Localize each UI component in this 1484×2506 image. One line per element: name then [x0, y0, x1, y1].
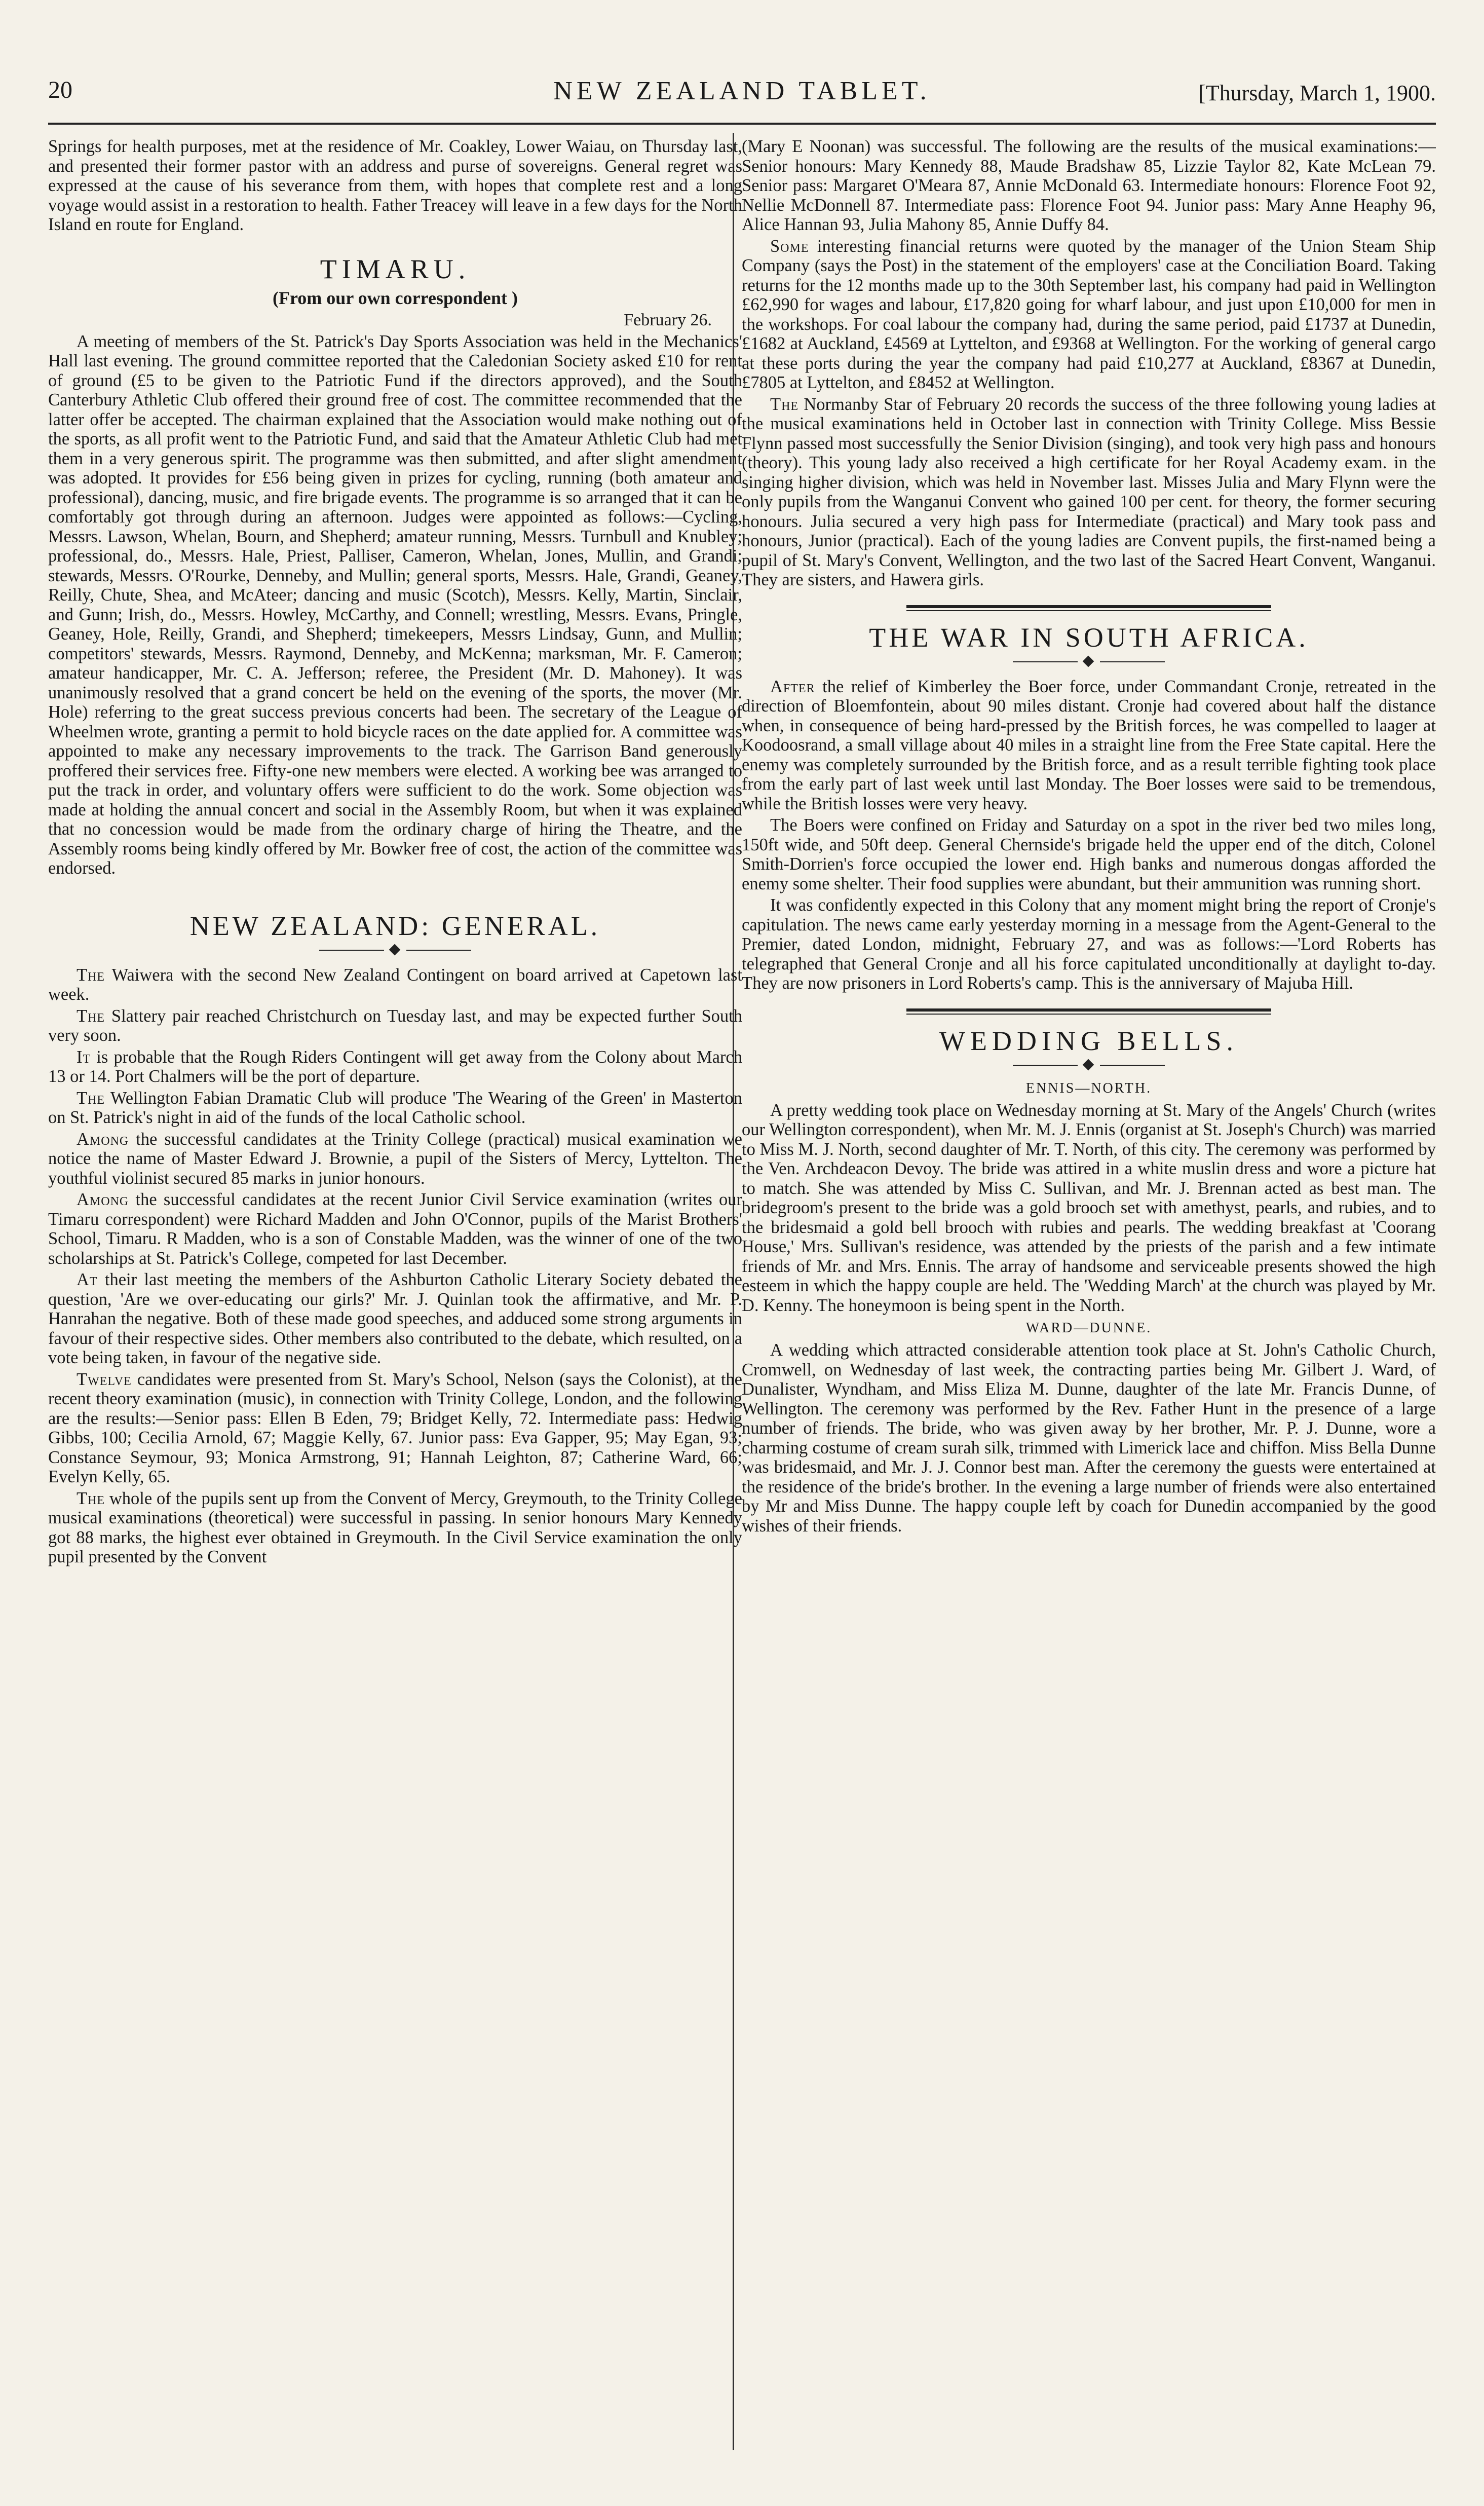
section-ornament [1013, 1059, 1165, 1071]
nz-general-paragraph: At their last meeting the members of the Ashburton Catholic Literary Society debated the question, 'Are we over-educating our girls?' Mr. J. Quinlan took the affirmative, and Mr. P. Hanrahan the negative. Both of these made good speeches, and adduced some strong arguments in favour of their respective sides. Other members also contributed to the debate, which resulted, on a vote being taken, in favour of the negative side. [48, 1270, 742, 1367]
section-ornament [319, 944, 471, 956]
wedding-subheading-ennis-north: ENNIS—NORTH. [1025, 1080, 1152, 1096]
nz-general-paragraph: The Wellington Fabian Dramatic Club will produce 'The Wearing of the Green' in Masterton on St. Patrick's night in aid of the funds of the local Catholic school. [48, 1088, 742, 1127]
section-double-rule [906, 605, 1271, 612]
masthead [48, 76, 1436, 117]
wedding-paragraph: A wedding which attracted considerable attention took place at St. John's Catholic Church, Cromwell, on Wednesday of last week, the contracting parties being Mr. Gilbert J. Ward, of Dunalister, Wyndham, and Miss Eliza M. Dunne, daughter of the late Mr. Francis Dunne, of Wellington. The ceremony was performed by the Rev. Father Hunt in the presence of a large number of friends. The bride, who was given away by her brother, Mr. P. J. Dunne, wore a charming costume of cream surah silk, trimmed with Limerick lace and chiffon. Miss Bella Dunne was bridesmaid, and Mr. J. J. Connor best man. After the ceremony the guests were entertained at the residence of the bride's brother. In the evening a large number of friends were also entertained by Mr and Miss Dunne. The happy couple left by coach for Dunedin accompanied by the good wishes of their friends. [742, 1340, 1436, 1536]
war-paragraph: After the relief of Kimberley the Boer force, under Commandant Cronje, retreated in the direction of Bloemfontein, about 90 miles distant. Cronje had covered about half the distance when, in consequence of being hard-pressed by the British forces, he was compelled to laager at Koodoosrand, a small village about 40 miles in a straight line from the Free State capital. Here the enemy was completely surrounded by the British force, and as a result terrible fighting took place from the early part of last week until last Monday. The Boer losses were said to be tremendous, while the British losses were very heavy. [742, 677, 1436, 813]
left-column [48, 137, 742, 2458]
right-column [742, 137, 1436, 2458]
war-paragraph: The Boers were confined on Friday and Saturday on a spot in the river bed two miles long, 150ft wide, and 50ft deep. General Chernside's brigade held the upper end of the ditch, Colonel Smith-Dorrien's force occupied the lower end. High banks and numerous dongas afforded the enemy some shelter. Their food supplies were abundant, but their ammunition was running short. [742, 815, 1436, 893]
timaru-subheading: (From our own correspondent ) [273, 287, 518, 308]
section-ornament [1013, 656, 1165, 668]
nz-general-paragraph: Among the successful candidates at the Trinity College (practical) musical examination we notice the name of Master Edward J. Brownie, a pupil of the Sisters of Mercy, Lyttelton. The youthful violinist secured 85 marks in junior honours. [48, 1129, 742, 1188]
timaru-heading: TIMARU. [320, 253, 471, 284]
continuation-paragraph: (Mary E Noonan) was successful. The following are the results of the musical examinations:—Senior honours: Mary Kennedy 88, Maude Bradshaw 85, Lizzie Taylor 82, Kate McLean 79. Senior pass: Margaret O'Meara 87, Annie McDonald 63. Intermediate honours: Florence Foot 92, Nellie McDonnell 87. Intermediate pass: Florence Foot 94. Junior pass: Mary Anne Heaphy 96, Alice Hannan 93, Julia Mahony 85, Annie Duffy 84. [742, 137, 1436, 234]
nz-general-paragraph: Among the successful candidates at the recent Junior Civil Service examination (writes our Timaru correspondent) were Richard Madden and John O'Connor, pupils of the Marist Brothers' School, Timaru. R Madden, who is a son of Constable Madden, was the winner of one of the two scholarships at St. Patrick's College, competed for last December. [48, 1190, 742, 1268]
normanby-star-paragraph: The Normanby Star of February 20 records the success of the three following young ladies at the musical examinations held in October last in connection with Trinity College. Miss Bessie Flynn passed most successfully the Senior Division (singing), and took very high pass and honours (theory). This young lady also received a high certificate for her Royal Academy exam. in the singing higher division, which was held in November last. Misses Julia and Mary Flynn were the only pupils from the Wanganui Convent who gained 100 per cent. for theory, the former securing honours. Julia secured a very high pass for Intermediate (practical) and Mary took pass and honours, Junior (practical). Each of the young ladies are Convent pupils, the first-named being a pupil of St. Mary's Convent, Wellington, and the two last of the Sacred Heart Convent, Wanganui. They are sisters, and Hawera girls. [742, 394, 1436, 589]
nz-general-paragraph: The Slattery pair reached Christchurch on Tuesday last, and may be expected further South very soon. [48, 1006, 742, 1045]
nz-general-paragraph: The Waiwera with the second New Zealand Contingent on board arrived at Capetown last week. [48, 965, 742, 1004]
wedding-subheading-ward-dunne: WARD—DUNNE. [1025, 1320, 1152, 1336]
issue-date: [Thursday, March 1, 1900. [1198, 81, 1436, 105]
wedding-paragraph: A pretty wedding took place on Wednesday morning at St. Mary of the Angels' Church (writes our Wellington correspondent), when Mr. M. J. Ennis (organist at St. Joseph's Church) was married to Miss M. J. North, second daughter of Mr. T. North, of this city. The ceremony was performed by the Ven. Archdeacon Devoy. The bride was attired in a white muslin dress and wore a picture hat to match. She was attended by Miss C. Sullivan, and Mr. J. Brennan acted as best man. The bridegroom's present to the bride was a gold brooch set with amethyst, pearls, and rubies, and to the bridesmaid a gold bell brooch with rubies and pearls. The wedding breakfast at 'Coorang House,' Mrs. Sullivan's residence, was attended by the priests of the parish and a few intimate friends of Mr. and Mrs. Ennis. The array of handsome and serviceable presents showed the high esteem in which the happy couple are held. The 'Wedding March' at the church was played by Mr. D. Kenny. The honeymoon is being spent in the North. [742, 1100, 1436, 1315]
timaru-dateline: February 26. [624, 310, 712, 329]
section-double-rule [906, 1008, 1271, 1016]
page-number: 20 [48, 77, 72, 103]
wedding-bells-heading: WEDDING BELLS. [939, 1025, 1238, 1056]
newspaper-title: NEW ZEALAND TABLET. [553, 77, 931, 105]
nz-general-paragraph: Twelve candidates were presented from St. Mary's School, Nelson (says the Colonist), at the recent theory examination (music), in connection with Trinity College, London, and the following are the results:—Senior pass: Ellen B Eden, 79; Bridget Kelly, 72. Intermediate pass: Hedwig Gibbs, 100; Cecilia Arnold, 67; Maggie Kelly, 67. Junior pass: Eva Gapper, 95; May Egan, 93; Constance Seymour, 93; Monica Armstrong, 91; Hannah Leighton, 87; Catherine Ward, 66; Evelyn Kelly, 65. [48, 1369, 742, 1486]
masthead-rule [48, 123, 1436, 125]
intro-paragraph: Springs for health purposes, met at the residence of Mr. Coakley, Lower Waiau, on Thursday last, and presented their former pastor with an address and purse of sovereigns. General regret was expressed at the cause of his severance from them, with hopes that complete rest and a long voyage would assist in a restoration to health. Father Treacey will leave in a few days for the North Island en route for England. [48, 137, 742, 234]
nz-general-paragraph: It is probable that the Rough Riders Contingent will get away from the Colony about March 13 or 14. Port Chalmers will be the port of departure. [48, 1047, 742, 1086]
war-paragraph: It was confidently expected in this Colony that any moment might bring the report of Cronje's capitulation. The news came early yesterday morning in a message from the Agent-General to the Premier, dated London, midnight, February 27, and was as follows:—'Lord Roberts has telegraphed that General Cronje and all his force capitulated unconditionally at daylight to-day. They are now prisoners in Lord Roberts's camp. This is the anniversary of Majuba Hill. [742, 895, 1436, 993]
nz-general-heading: NEW ZEALAND: GENERAL. [189, 910, 601, 941]
timaru-paragraph: A meeting of members of the St. Patrick's Day Sports Association was held in the Mechanics' Hall last evening. The ground committee reported that the Caledonian Society asked £10 for rent of ground (£5 to be given to the Patriotic Fund if the directors approved), and the South Canterbury Athletic Club offered their ground free of cost. The committee recommended that the latter offer be accepted. The chairman explained that the Association would make nothing out of the sports, as all profit went to the Patriotic Fund, and said that the Amateur Athletic Club had met them in a very generous spirit. The programme was then submitted, and after slight amendment was adopted. It provides for £56 being given in prizes for cycling, running (both amateur and professional), dancing, music, and fire brigade events. The programme is so arranged that it can be comfortably got through during an afternoon. Judges were appointed as follows:—Cycling, Messrs. Lawson, Whelan, Bourn, and Shepherd; amateur running, Messrs. Turnbull and Knubley; professional, do., Messrs. Hale, Priest, Palliser, Cameron, Whelan, Jones, Mullin, and Grandi; stewards, Messrs. O'Rourke, Denneby, and Mullin; general sports, Messrs. Hale, Grandi, Geaney, Reilly, Chute, Shea, and McAteer; dancing and music (Scotch), Messrs. Kelly, Martin, Sinclair, and Gunn; Irish, do., Messrs. Howley, McCarthy, and Connell; wrestling, Messrs. Evans, Pringle, Geaney, Hole, Reilly, Grandi, and Shepherd; timekeepers, Messrs Lindsay, Gunn, and Mullin; competitors' stewards, Messrs. Raymond, Denneby, and McKenna; marksman, Mr. F. Cameron; amateur handicapper, Mr. C. A. Jefferson; referee, the President (Mr. D. Mahoney). It was unanimously resolved that a grand concert be held on the evening of the sports, the mover (Mr. Hole) referring to the great success previous concerts had been. The secretary of the League of Wheelmen wrote, granting a permit to hold bicycle races on the date applied for. A committee was appointed to make any necessary improvements to the track. The Garrison Band generously proffered their services free. Fifty-one new members were elected. A working bee was arranged to put the track in order, and voluntary offers were sufficient to do the work. Some objection was made at holding the annual concert and social in the Assembly Room, but when it was explained that no concession would be made from the ordinary charge of hiring the Theatre, and the Assembly rooms being kindly offered by Mr. Bowker free of cost, the action of the committee was endorsed. [48, 331, 742, 878]
financial-returns-paragraph: Some interesting financial returns were quoted by the manager of the Union Steam Ship Company (says the Post) in the statement of the employers' case at the Conciliation Board. Taking returns for the 12 months made up to the 30th September last, his company had paid in Wellington £62,990 for wages and labour, £17,820 going for wharf labour, and just upon £10,000 for men in the workshops. For coal labour the company had, during the same period, paid £1737 at Dunedin, £1682 at Auckland, £4569 at Lyttelton, and £9368 at Wellington. For the working of general cargo at these ports during the year the company had paid £10,277 at Auckland, £8367 at Dunedin, £7805 at Lyttelton, and £8452 at Wellington. [742, 236, 1436, 392]
war-heading: THE WAR IN SOUTH AFRICA. [869, 622, 1309, 653]
nz-general-paragraph: The whole of the pupils sent up from the Convent of Mercy, Greymouth, to the Trinity College musical examinations (theoretical) were successful in passing. In senior honours Mary Kennedy got 88 marks, the highest ever obtained in Greymouth. In the Civil Service examination the only pupil presented by the Convent [48, 1488, 742, 1566]
